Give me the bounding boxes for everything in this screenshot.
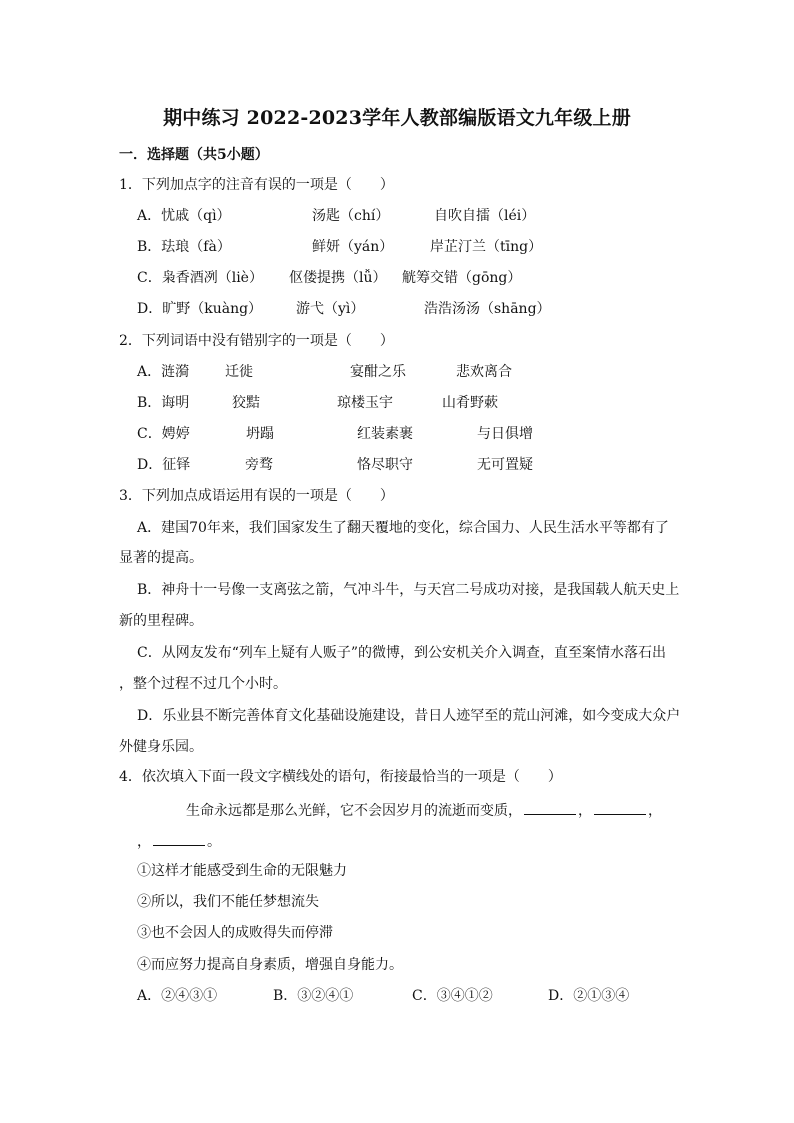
q4-item-2: ②所以，我们不能任梦想流失 <box>137 894 319 910</box>
q1-option-b-2: 鲜妍（yán） <box>312 239 394 255</box>
q3-option-a-line-2: 显著的提高。 <box>119 550 203 566</box>
q3-option-d-line-1: D．乐业县不断完善体育文化基础设施建设，昔日人迹罕至的荒山河滩，如今变成大众户 <box>137 708 681 724</box>
q2-option-b-2: 狡黠 <box>232 395 260 411</box>
q1-option-b-3: 岸芷汀兰（tīng） <box>430 239 543 255</box>
q1-option-d-2: 游弋（yì） <box>296 301 365 317</box>
q2-option-b-4: 山肴野蔌 <box>442 395 498 411</box>
q1-option-c-2: 伛偻提携（lǚ） <box>289 270 387 286</box>
q1-option-c-1: C．枭香酒冽（liè） <box>137 270 263 286</box>
section-heading: 一．选择题（共5小题） <box>119 147 269 163</box>
q2-option-d-2: 旁骛 <box>245 457 273 473</box>
q3-option-b-line-1: B．神舟十一号像一支离弦之箭，气冲斗牛，与天宫二号成功对接，是我国载人航天史上 <box>137 582 680 598</box>
q2-option-a-2: 迁徙 <box>225 364 253 380</box>
q2-option-a-1: A．涟漪 <box>137 364 190 380</box>
q2-option-c-1: C．娉婷 <box>137 426 190 442</box>
question-1-stem: 1．下列加点字的注音有误的一项是（ ） <box>119 177 394 193</box>
q2-option-b-1: B．诲明 <box>137 395 190 411</box>
q1-option-a-1: A．忧戚（qì） <box>137 208 231 224</box>
q4-separator-2: ， <box>648 803 662 819</box>
q1-option-c-3: 觥筹交错（gōng） <box>402 270 522 286</box>
q4-end-mark: 。 <box>207 834 221 850</box>
q3-option-c-line-2: ，整个过程不过几个小时。 <box>119 676 287 692</box>
q2-option-d-4: 无可置疑 <box>477 457 533 473</box>
q1-option-b-1: B．珐琅（fà） <box>137 239 231 255</box>
q2-option-d-1: D．征铎 <box>137 457 191 473</box>
q1-option-d-1: D．旷野（kuàng） <box>137 301 263 317</box>
q1-option-d-3: 浩浩汤汤（shāng） <box>424 301 551 317</box>
q4-passage-line-1 <box>186 801 662 821</box>
q3-option-d-line-2: 外健身乐园。 <box>119 739 203 755</box>
q4-passage-line-2 <box>137 832 221 852</box>
q4-blank-2 <box>594 801 646 815</box>
page-title: 期中练习 2022-2023学年人教部编版语文九年级上册 <box>163 107 631 129</box>
q4-item-1: ①这样才能感受到生命的无限魅力 <box>137 863 347 879</box>
q4-option-c: C．③④①② <box>412 988 493 1004</box>
q4-option-a: A．②④③① <box>137 988 218 1004</box>
q4-separator-3: ， <box>137 834 151 850</box>
q1-option-a-3: 自吹自擂（léi） <box>434 208 536 224</box>
q4-option-d: D．②①③④ <box>548 988 630 1004</box>
q3-option-c-line-1: C．从网友发布“列车上疑有人贩子”的微博，到公安机关介入调查，直至案情水落石出 <box>137 645 667 661</box>
q1-option-a-2: 汤匙（chí） <box>312 208 390 224</box>
q4-blank-1 <box>524 801 576 815</box>
q4-item-3: ③也不会因人的成败得失而停滞 <box>137 925 333 941</box>
q2-option-a-4: 悲欢离合 <box>456 364 512 380</box>
q2-option-d-3: 恪尽职守 <box>357 457 413 473</box>
q3-option-a-line-1: A．建国70年来，我们国家发生了翻天覆地的变化，综合国力、人民生活水平等都有了 <box>137 520 669 536</box>
q4-item-4: ④而应努力提高自身素质，增强自身能力。 <box>137 957 403 973</box>
question-2-stem: 2．下列词语中没有错别字的一项是（ ） <box>119 333 394 349</box>
q4-blank-3 <box>153 832 205 846</box>
question-4-stem: 4．依次填入下面一段文字横线处的语句，衔接最恰当的一项是（ ） <box>119 769 562 785</box>
q2-option-c-4: 与日俱增 <box>477 426 533 442</box>
q3-option-b-line-2: 新的里程碑。 <box>119 613 203 629</box>
q2-option-b-3: 琼楼玉宇 <box>337 395 393 411</box>
q2-option-c-2: 坍蹋 <box>246 426 274 442</box>
q2-option-c-3: 红装素裹 <box>357 426 413 442</box>
q4-separator-1: ， <box>578 803 592 819</box>
question-3-stem: 3．下列加点成语运用有误的一项是（ ） <box>119 488 394 504</box>
q4-option-b: B．③②④① <box>273 988 354 1004</box>
q4-passage-text: 生命永远都是那么光鲜，它不会因岁月的流逝而变质， <box>186 803 522 819</box>
q2-option-a-3: 宴酣之乐 <box>350 364 406 380</box>
